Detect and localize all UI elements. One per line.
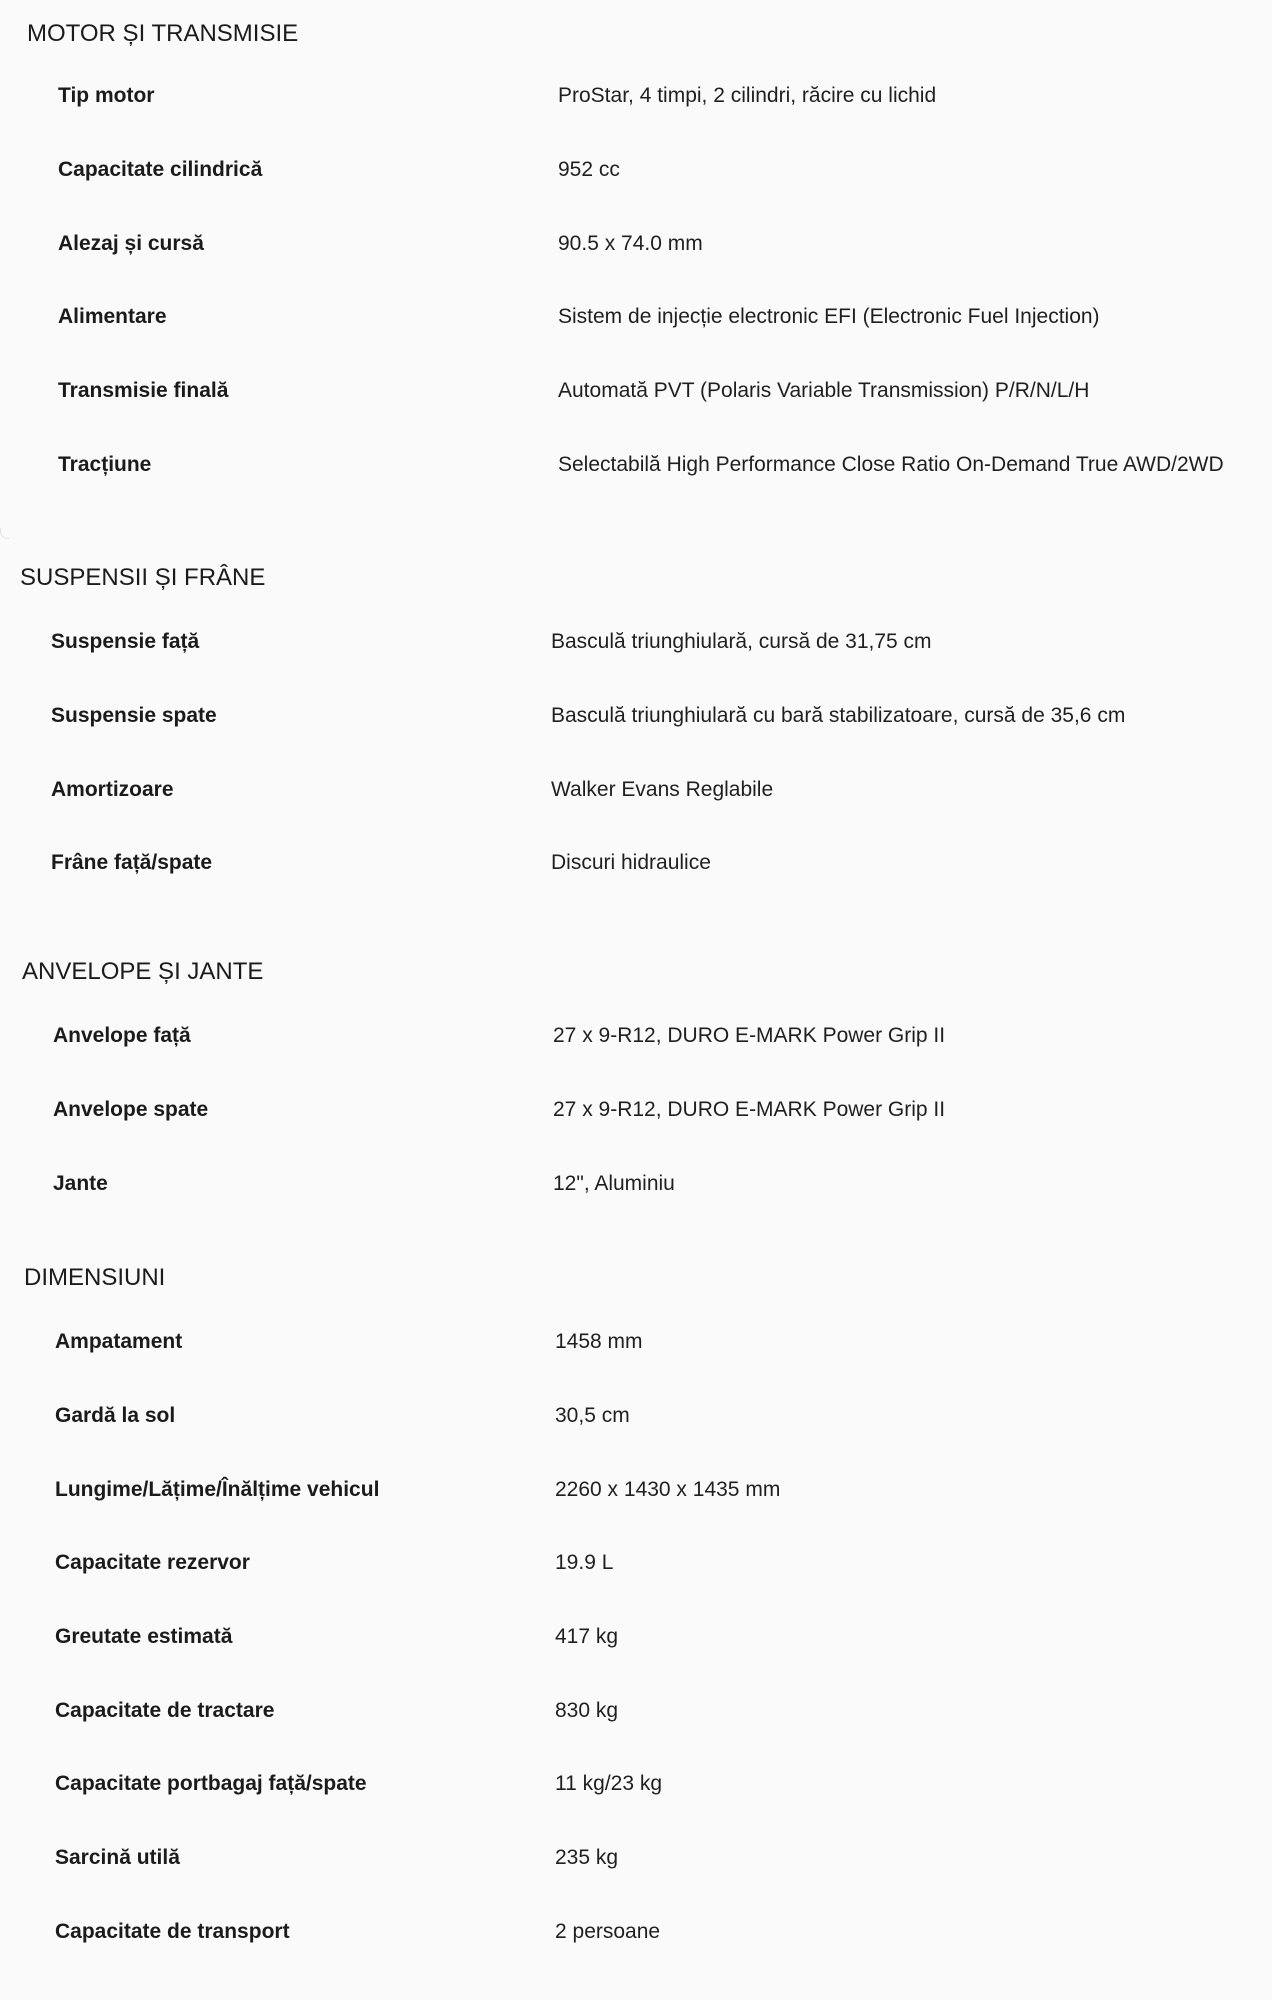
- spec-value: 90.5 x 74.0 mm: [558, 232, 703, 255]
- spec-value: Selectabilă High Performance Close Ratio On-Demand True AWD/2WD: [558, 453, 1224, 476]
- spec-value: 12", Aluminiu: [553, 1172, 675, 1195]
- spec-label: Lungime/Lățime/Înălțime vehicul: [55, 1478, 380, 1501]
- spec-value: 11 kg/23 kg: [555, 1772, 663, 1795]
- spec-row: [51, 851, 1272, 881]
- spec-label: Capacitate cilindrică: [58, 158, 263, 181]
- spec-label: Alimentare: [58, 305, 167, 328]
- spec-label: Suspensie spate: [51, 704, 217, 727]
- spec-label: Suspensie față: [51, 630, 200, 653]
- spec-label: Ampatament: [55, 1330, 183, 1353]
- spec-label: Alezaj și cursă: [58, 232, 204, 255]
- spec-value: Discuri hidraulice: [551, 851, 711, 874]
- spec-label: Sarcină utilă: [55, 1846, 180, 1869]
- spec-row: [58, 453, 1272, 483]
- spec-row: [58, 379, 1272, 409]
- section-title: SUSPENSII ȘI FRÂNE: [20, 564, 266, 591]
- spec-row: [55, 1330, 1272, 1360]
- spec-row: [53, 1172, 1272, 1202]
- spec-label: Jante: [53, 1172, 108, 1195]
- spec-value: Basculă triunghiulară cu bară stabilizatoare, cursă de 35,6 cm: [551, 704, 1126, 727]
- spec-label: Greutate estimată: [55, 1625, 233, 1648]
- spec-row: [53, 1098, 1272, 1128]
- section-title: ANVELOPE ȘI JANTE: [22, 958, 264, 985]
- spec-value: 2 persoane: [555, 1920, 661, 1943]
- spec-row: [55, 1772, 1272, 1802]
- spec-row: [58, 232, 1272, 262]
- spec-value: 27 x 9-R12, DURO E-MARK Power Grip II: [553, 1098, 946, 1121]
- spec-label: Tracțiune: [58, 453, 152, 476]
- spec-label: Anvelope față: [53, 1024, 191, 1047]
- spec-value: 19.9 L: [555, 1551, 614, 1574]
- spec-row: [51, 704, 1272, 734]
- spec-value: 27 x 9-R12, DURO E-MARK Power Grip II: [553, 1024, 946, 1047]
- spec-value: 417 kg: [555, 1625, 619, 1648]
- spec-row: [55, 1699, 1272, 1729]
- section-title: DIMENSIUNI: [24, 1264, 166, 1291]
- spec-value: 952 cc: [558, 158, 620, 181]
- spec-row: [58, 305, 1272, 335]
- spec-label: Frâne față/spate: [51, 851, 213, 874]
- divider-corner: [0, 528, 9, 539]
- spec-row: [51, 630, 1272, 660]
- spec-row: [58, 158, 1272, 188]
- section-title: MOTOR ȘI TRANSMISIE: [27, 20, 299, 47]
- spec-row: [53, 1024, 1272, 1054]
- spec-value: 1458 mm: [555, 1330, 643, 1353]
- spec-row: [55, 1478, 1272, 1508]
- spec-label: Capacitate de tractare: [55, 1699, 275, 1722]
- spec-value: 2260 x 1430 x 1435 mm: [555, 1478, 781, 1501]
- spec-label: Capacitate de transport: [55, 1920, 290, 1943]
- spec-label: Anvelope spate: [53, 1098, 209, 1121]
- spec-row: [55, 1846, 1272, 1876]
- spec-value: Automată PVT (Polaris Variable Transmission) P/R/N/L/H: [558, 379, 1090, 402]
- spec-row: [51, 778, 1272, 808]
- spec-value: Sistem de injecție electronic EFI (Electronic Fuel Injection): [558, 305, 1100, 328]
- spec-row: [55, 1404, 1272, 1434]
- spec-label: Amortizoare: [51, 778, 174, 801]
- spec-value: Basculă triunghiulară, cursă de 31,75 cm: [551, 630, 932, 653]
- spec-row: [58, 84, 1272, 114]
- spec-label: Capacitate portbagaj față/spate: [55, 1772, 367, 1795]
- spec-value: 30,5 cm: [555, 1404, 630, 1427]
- spec-value: Walker Evans Reglabile: [551, 778, 774, 801]
- spec-row: [55, 1625, 1272, 1655]
- spec-label: Transmisie finală: [58, 379, 229, 402]
- spec-row: [55, 1920, 1272, 1950]
- spec-value: 235 kg: [555, 1846, 619, 1869]
- spec-label: Capacitate rezervor: [55, 1551, 250, 1574]
- spec-label: Gardă la sol: [55, 1404, 176, 1427]
- spec-label: Tip motor: [58, 84, 155, 107]
- spec-value: ProStar, 4 timpi, 2 cilindri, răcire cu lichid: [558, 84, 937, 107]
- spec-row: [55, 1551, 1272, 1581]
- spec-value: 830 kg: [555, 1699, 619, 1722]
